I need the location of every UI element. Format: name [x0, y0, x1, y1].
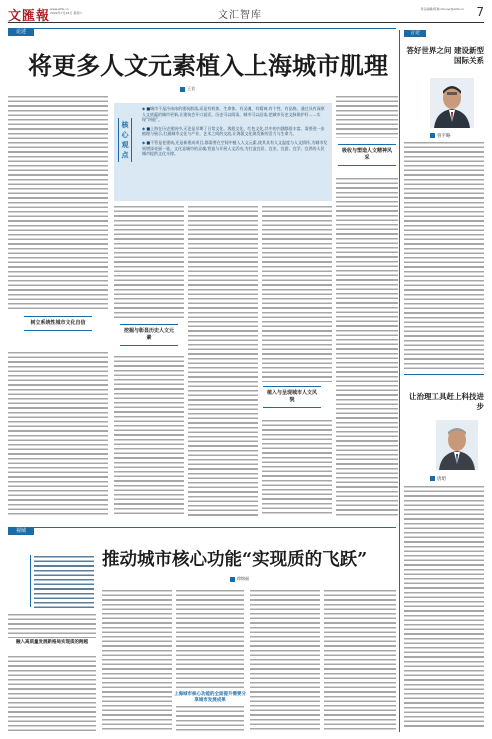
newspaper-logo: 文匯報	[8, 9, 51, 24]
top-headline: 将更多人文元素植入上海城市肌理	[28, 51, 388, 80]
sidebar-divider	[399, 30, 400, 732]
bottom-mid-subhead: 上海城市核心功能的全面提升需要分享城市发展成果	[174, 692, 246, 703]
masthead-editor: 责任编辑/陈瑜 zhouyi@whb.cn	[420, 7, 464, 11]
sidebar-separator	[404, 374, 484, 382]
article-text-column	[8, 96, 108, 310]
author-square-icon	[430, 476, 435, 481]
article-text-column	[336, 96, 398, 138]
article-text-column	[102, 590, 172, 732]
key-points-list	[142, 106, 328, 160]
article-text-column	[176, 706, 244, 732]
sidebar-title-2: 让治理工具赶上科技进步	[409, 392, 484, 411]
author-square-icon	[430, 133, 435, 138]
bottom-author: 徐锦福	[237, 576, 249, 581]
article-text-column	[114, 206, 184, 318]
key-point: ◆ ■不管是老建筑,还是新建成项目,都需要在空间中植入人文元素,使其具有人文温度与人文情怀,为城市发展增添亮丽一笔。文化是城市的灵魂,营造与开展人文活动,为打造宜居、宜业、宜游、宜学、宜养的人民城市提供文化支撑。	[142, 140, 328, 157]
sidebar-author-1-name: 曾平略	[437, 134, 451, 139]
top-byline	[180, 86, 195, 92]
sidebar-author-2	[430, 476, 446, 482]
article-text-column	[324, 590, 396, 732]
portrait-2-image	[436, 420, 478, 470]
page-number: 7	[476, 5, 484, 19]
article-text-column	[336, 178, 398, 516]
article-text-column	[8, 614, 96, 638]
bottom-section-tag: 视域	[8, 528, 34, 535]
article-text-column	[8, 656, 96, 732]
top-author: 王君	[187, 86, 195, 91]
bottom-left-subhead: 融入高质量发展新格局实现质的跨越	[16, 640, 88, 645]
sidebar-title-1: 答好世界之问 建设新型国际关系	[406, 46, 484, 65]
article-text-column	[250, 590, 320, 732]
article-text-column	[262, 206, 332, 382]
bottom-headline: 推动城市核心功能“实现质的飞跃”	[102, 550, 368, 570]
sidebar-text-column	[404, 142, 484, 370]
article-text-column	[8, 352, 108, 516]
bottom-section-bar	[8, 527, 396, 535]
portrait-1-image	[430, 78, 474, 128]
masthead-info-left	[50, 7, 82, 15]
key-point: ◆ ■上海在历史建筑中,无论是早期丁日常文化、海派文化、红色文化,其中的内涵都很丰富。需要进一步梳理与展示,打通城市文化与产业、艺术之间的交流,让海派文化焕发新的活力与生命力。	[142, 126, 328, 137]
key-point: ◆ ■城市不是冷冰冰的建筑群落,而是有机体、生命体、有灵魂、有精神,有个性、有品格。通过具有深厚人文底蕴的城市更新,让建筑会开口说话、历史可以阅读、城市可以品读,把城市历史文脉保护好……实现“四能”。	[142, 106, 328, 123]
top-section-tag: 论述	[8, 29, 34, 36]
sidebar-text-column	[404, 486, 484, 730]
article-text-column	[176, 590, 244, 690]
byline-square-icon	[230, 577, 235, 582]
author-portrait-1	[430, 78, 474, 128]
author-portrait-2	[436, 420, 478, 470]
masthead-date: 2022年7月26日 星期六	[50, 11, 83, 15]
masthead	[8, 5, 484, 23]
section-title: 文汇智库	[218, 10, 262, 21]
subhead: 吸收与塑造人文精神风采	[338, 144, 396, 166]
bottom-quote-text	[34, 556, 94, 608]
masthead-website: www.whb.cn	[50, 7, 69, 11]
key-points-label: 核心观点	[118, 118, 132, 162]
article-text-column	[262, 420, 332, 516]
sidebar-author-2-name: 唐珺	[437, 477, 446, 482]
subhead: 植入与呈现城市人文风貌	[263, 386, 321, 408]
subhead: 树立系统性城市文化自信	[24, 316, 92, 331]
byline-square-icon	[180, 87, 185, 92]
sidebar-author-1	[430, 133, 451, 139]
bottom-byline	[230, 576, 249, 582]
sidebar-tag: 言论	[404, 30, 426, 37]
subhead: 挖掘与彰显历史人文元素	[120, 324, 178, 346]
article-text-column	[188, 206, 258, 516]
top-section-bar	[8, 28, 396, 36]
article-text-column	[114, 356, 184, 516]
